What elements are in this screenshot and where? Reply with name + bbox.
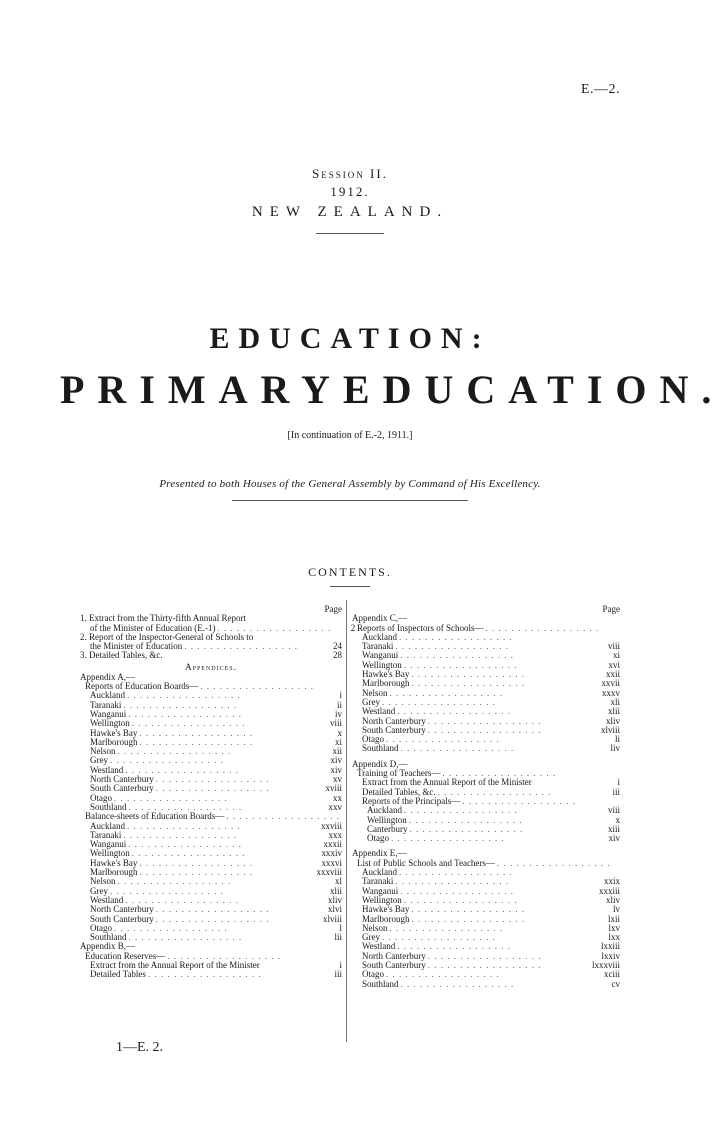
entry-title: North Canterbury [90, 904, 154, 915]
leader-dots: . . . . . . . . . . . . . . . . . . [139, 867, 254, 878]
session-label: Session II. [312, 166, 388, 181]
subtitle-word-2: EDUCATION. [342, 367, 724, 412]
entry-title: Westland [90, 764, 124, 775]
entry-page: xiii [607, 823, 620, 834]
leader-dots: . . . . . . . . . . . . . . . . . . [496, 857, 611, 868]
leader-dots: . . . . . . . . . . . . . . . . . . [147, 969, 262, 980]
leader-dots: . . . . . . . . . . . . . . . . . . [128, 708, 243, 719]
leader-dots: . . . . . . . . . . . . . . . . . . [123, 699, 238, 710]
entry-title: Auckland [90, 820, 125, 831]
leader-dots: . . . . . . . . . . . . . . . . . . [155, 904, 270, 915]
leader-dots: . . . . . . . . . . . . . . . . . . [128, 932, 243, 943]
leader-dots: . . . . . . . . . . . . . . . . . . [128, 839, 243, 850]
leader-dots: . . . . . . . . . . . . . . . . . . [131, 718, 246, 729]
leader-dots: . . . . . . . . . . . . . . . . . . [399, 867, 513, 878]
entry-page: xl [334, 876, 342, 887]
leader-dots: . . . . . . . . . . . . . . . . . . [110, 885, 224, 896]
entry-title: Nelson [362, 687, 388, 698]
entry-title: Education Reserves— [85, 950, 166, 961]
entry-page: x [615, 814, 620, 825]
entry-title: Wellington [362, 894, 402, 905]
entry-title: the Minister of Education [90, 641, 183, 652]
entry-title: Wanganui [362, 885, 399, 896]
entry-title: Detailed Tables [90, 969, 146, 980]
entry-title: Auckland [362, 867, 397, 878]
leader-dots: . . . . . . . . . . . . . . . . . . [400, 978, 515, 989]
leader-dots: . . . . . . . . . . . . . . . . . . [442, 768, 557, 779]
contents-list-left [80, 613, 356, 980]
entry-title: Appendix B,— [80, 941, 135, 952]
entry-title: Nelson [90, 746, 116, 757]
entry-title: Extract from the Annual Report of the Minister [90, 959, 260, 970]
entry-title: Southland [362, 743, 399, 754]
leader-dots: . . . . . . . . . . . . . . . . . . [386, 734, 500, 745]
year-label: 1912. [330, 184, 370, 199]
leader-dots: . . . . . . . . . . . . . . . . . . [114, 792, 228, 803]
entry-title: Hawke's Bay [362, 669, 410, 680]
leader-dots: . . . . . . . . . . . . . . . . . . [167, 950, 281, 961]
entry-page: lxxxviii [591, 959, 620, 970]
leader-dots: . . . . . . . . . . . . . . . . . . [127, 690, 241, 701]
entry-title: Taranaki [362, 641, 394, 652]
leader-dots: . . . . . . . . . . . . . . . . . . [400, 650, 515, 661]
entry-title: Nelson [362, 922, 388, 933]
subtitle-word-1: PRIMARY [60, 367, 343, 412]
leader-dots: . . . . . . . . . . . . . . . . . . [462, 795, 576, 806]
entry-page: xliv [605, 715, 620, 726]
entry-title: Appendix A,— [80, 671, 135, 682]
leader-dots: . . . . . . . . . . . . . . . . . . [184, 641, 298, 652]
leader-dots: . . . . . . . . . . . . . . . . . . [427, 724, 542, 735]
entry-title: Nelson [90, 876, 116, 887]
entry-page: i [339, 959, 342, 970]
leader-dots: . . . . . . . . . . . . . . . . . . [427, 959, 542, 970]
entry-page: xciii [604, 969, 620, 980]
document-reference: E.—2. [580, 82, 620, 97]
leader-dots: . . . . . . . . . . . . . . . . . . [155, 774, 270, 785]
leader-dots: . . . . . . . . . . . . . . . . . . [397, 706, 512, 717]
entry-page: xvi [608, 659, 620, 670]
entry-title: Extract from the Annual Report of the Minister [362, 777, 532, 788]
leader-dots: . . . . . . . . . . . . . . . . . . [139, 857, 254, 868]
entry-title: Westland [362, 706, 396, 717]
entry-page: xii [332, 746, 342, 757]
entry-page: xxxii [323, 839, 342, 850]
entry-title: Otago [367, 833, 389, 844]
entry-page: xi [612, 650, 620, 661]
leader-dots: . . . . . . . . . . . . . . . . . . [226, 811, 340, 822]
leader-dots: . . . . . . . . . . . . . . . . . . [200, 681, 314, 692]
column-divider [346, 600, 347, 1042]
leader-dots: . . . . . . . . . . . . . . . . . . [411, 913, 526, 924]
contents-left-column [80, 604, 356, 980]
entry-title: Appendix C,— [352, 613, 407, 624]
entry-page: lxv [608, 922, 620, 933]
leader-dots: . . . . . . . . . . . . . . . . . . [127, 820, 241, 831]
entry-page: li [614, 734, 620, 745]
leader-dots: . . . . . . . . . . . . . . . . . . [125, 764, 240, 775]
entry-page: xiv [608, 833, 620, 844]
leader-dots: . . . . . . . . . . . . . . . . . . [389, 687, 504, 698]
entry-title: Canterbury [367, 823, 408, 834]
leader-dots: . . . . . . . . . . . . . . . . . . [382, 696, 496, 707]
presentation-statement: Presented to both Houses of the General Assembly by Command of His Excellency. [159, 478, 541, 490]
entry-page: 28 [333, 650, 342, 661]
page-column-header: Page [602, 604, 620, 614]
entry-page: xiv [330, 764, 342, 775]
entry-title: Wanganui [362, 650, 399, 661]
entry-title: List of Public Schools and Teachers— [357, 857, 495, 868]
entry-page: lii [334, 932, 342, 943]
leader-dots: . . . . . . . . . . . . . . . . . . [400, 743, 515, 754]
leader-dots: . . . . . . . . . . . . . . . . . . [117, 746, 232, 757]
leader-dots: . . . . . . . . . . . . . . . . . . [110, 755, 224, 766]
contents-entry [352, 980, 620, 989]
entry-page: 24 [333, 641, 342, 652]
entry-page: i [339, 690, 342, 701]
entry-title: North Canterbury [362, 950, 426, 961]
document-subtitle [60, 366, 724, 413]
entry-title: South Canterbury [90, 913, 154, 924]
leader-dots: . . . . . . . . . . . . . . . . . . [409, 823, 524, 834]
entry-title: 2. Report of the Inspector-General of Schools to [80, 631, 254, 642]
leader-dots: . . . . . . . . . . . . . . . . . . [395, 876, 510, 887]
entry-title: Hawke's Bay [90, 727, 138, 738]
entry-title: 1. Extract from the Thirty-fifth Annual Report [80, 613, 247, 624]
entry-page: iii [612, 786, 620, 797]
entry-title: Balance-sheets of Education Boards— [85, 811, 225, 822]
entry-title: Taranaki [90, 699, 122, 710]
entry-page: xli [610, 696, 620, 707]
entry-page: xxviii [320, 820, 342, 831]
leader-dots: . . . . . . . . . . . . . . . . . . [395, 641, 510, 652]
entry-page: xviii [325, 783, 342, 794]
entry-page: lxxiii [600, 941, 620, 952]
contents-entry [80, 970, 342, 979]
entry-title: Marlborough [90, 736, 138, 747]
entry-title: Westland [362, 941, 396, 952]
divider [232, 500, 468, 501]
leader-dots: . . . . . . . . . . . . . . . . . . [386, 969, 500, 980]
entry-page: xxix [603, 876, 620, 887]
leader-dots: . . . . . . . . . . . . . . . . . . [389, 922, 504, 933]
section-heading: Appendices. [185, 661, 237, 672]
entry-title: Appendix D,— [352, 758, 408, 769]
entry-page: viii [607, 805, 620, 816]
entry-title: Taranaki [90, 829, 122, 840]
entry-page: 2 [350, 622, 356, 633]
country-label: NEW ZEALAND. [251, 204, 449, 220]
leader-dots: . . . . . . . . . . . . . . . . . . [397, 941, 512, 952]
entry-title: of the Minister of Education (E.-1) [90, 622, 216, 633]
entry-page: xxvii [601, 678, 620, 689]
contents-entry [352, 744, 620, 753]
leader-dots: . . . . . . . . . . . . . . . . . . [404, 805, 518, 816]
entry-page: iii [334, 969, 342, 980]
entry-title: Wanganui [90, 708, 127, 719]
entry-page: xxii [605, 669, 620, 680]
contents-heading: CONTENTS. [308, 565, 392, 579]
entry-page: lxii [607, 913, 620, 924]
leader-dots: . . . . . . . . . . . . . . . . . . [117, 876, 232, 887]
entry-page: l [339, 922, 342, 933]
leader-dots: . . . . . . . . . . . . . . . . . . [382, 932, 496, 943]
document-title: EDUCATION: [209, 322, 491, 355]
leader-dots: . . . . . . . . . . . . . . . . . . [139, 736, 254, 747]
entry-page: xv [333, 774, 342, 785]
entry-title: North Canterbury [362, 715, 426, 726]
entry-page: viii [329, 718, 342, 729]
entry-title: Grey [90, 885, 108, 896]
entry-page: xi [334, 736, 342, 747]
leader-dots: . . . . . . . . . . . . . . . . . . [114, 922, 228, 933]
entry-page: liv [610, 743, 620, 754]
page-signature: 1—E. 2. [116, 1040, 164, 1055]
divider [316, 233, 384, 234]
entry-title: South Canterbury [362, 724, 426, 735]
entry-page: ii [336, 699, 342, 710]
entry-title: Grey [90, 755, 108, 766]
leader-dots: . . . . . . . . . . . . . . . . . . [131, 848, 246, 859]
entry-page: xlii [329, 885, 342, 896]
contents-entry [80, 651, 342, 660]
entry-title: Marlborough [362, 678, 410, 689]
entry-title: Marlborough [362, 913, 410, 924]
entry-title: Otago [90, 792, 112, 803]
entry-title: Auckland [362, 631, 397, 642]
entry-page: xiv [330, 755, 342, 766]
entry-title: Southland [362, 978, 399, 989]
leader-dots: . . . . . . . . . . . . . . . . . . [427, 950, 542, 961]
entry-page: xxxvi [321, 857, 342, 868]
entry-title: Wellington [362, 659, 402, 670]
entry-page: xx [333, 792, 342, 803]
entry-title: Wellington [90, 848, 130, 859]
entry-title: Auckland [367, 805, 402, 816]
leader-dots: . . . . . . . . . . . . . . . . . . [123, 829, 238, 840]
entry-title: Appendix E,— [352, 848, 407, 859]
entry-page: xlviii [322, 913, 342, 924]
page-column-header: Page [324, 604, 342, 614]
entry-page: iv [334, 708, 342, 719]
entry-page: xlvi [327, 904, 342, 915]
entry-title: Southland [90, 932, 127, 943]
entry-page: xxxviii [316, 867, 342, 878]
entry-title: South Canterbury [90, 783, 154, 794]
entry-title: Wellington [90, 718, 130, 729]
leader-dots: . . . . . . . . . . . . . . . . . . [403, 894, 518, 905]
contents-entry [352, 834, 620, 843]
entry-title: Otago [362, 969, 384, 980]
entry-page: xxxv [602, 687, 620, 698]
entry-title: Hawke's Bay [362, 904, 410, 915]
entry-title: Reports of Inspectors of Schools— [357, 622, 484, 633]
entry-page: xliv [327, 894, 342, 905]
entry-title: Training of Teachers— [357, 768, 441, 779]
entry-title: Westland [90, 894, 124, 905]
leader-dots: . . . . . . . . . . . . . . . . . . [399, 631, 513, 642]
entry-title: Marlborough [90, 867, 138, 878]
leader-dots: . . . . . . . . . . . . . . . . . . [403, 659, 518, 670]
entry-title: Grey [362, 696, 380, 707]
entry-title: Southland [90, 801, 127, 812]
leader-dots: . . . . . . . . . . . . . . . . . . [411, 904, 526, 915]
entry-page: i [617, 777, 620, 788]
entry-title: Otago [362, 734, 384, 745]
leader-dots: . . . . . . . . . . . . . . . . . . [408, 814, 523, 825]
entry-page: lxxiv [601, 950, 620, 961]
leader-dots: . . . . . . . . . . . . . . . . . . [427, 715, 542, 726]
entry-page: xxv [328, 801, 342, 812]
entry-page: xxxiv [321, 848, 342, 859]
entry-page: xxx [328, 829, 342, 840]
contents-right-column [352, 605, 620, 989]
entry-title: Taranaki [362, 876, 394, 887]
leader-dots: . . . . . . . . . . . . . . . . . . [155, 783, 270, 794]
leader-dots: . . . . . . . . . . . . . . . . . . [139, 727, 254, 738]
divider [330, 586, 370, 587]
entry-page: xliv [605, 894, 620, 905]
entry-title: South Canterbury [362, 959, 426, 970]
entry-title: Auckland [90, 690, 125, 701]
leader-dots: . . . . . . . . . . . . . . . . . . [411, 678, 526, 689]
leader-dots: . . . . . . . . . . . . . . . . . . [391, 833, 505, 844]
entry-title: Wanganui [90, 839, 127, 850]
entry-title: Detailed Tables, &c. [362, 786, 436, 797]
entry-page: viii [607, 641, 620, 652]
entry-page: lxx [608, 932, 620, 943]
entry-page: xlviii [600, 724, 620, 735]
entry-page: lv [612, 904, 620, 915]
leader-dots: . . . . . . . . . . . . . . . . . . [125, 894, 240, 905]
entry-page: x [337, 727, 342, 738]
leader-dots: . . . . . . . . . . . . . . . . . . [217, 622, 332, 633]
entry-title: Otago [90, 922, 112, 933]
entry-title: North Canterbury [90, 774, 154, 785]
entry-title: Reports of Education Boards— [85, 681, 199, 692]
entry-page: cv [611, 978, 620, 989]
entry-title: Reports of the Principals— [362, 795, 461, 806]
entry-title: 3. Detailed Tables, &c. [80, 650, 163, 661]
entry-title: Wellington [367, 814, 407, 825]
leader-dots: . . . . . . . . . . . . . . . . . . [411, 669, 526, 680]
entry-page: xlii [607, 706, 620, 717]
leader-dots: . . . . . . . . . . . . . . . . . . [128, 801, 243, 812]
entry-title: Grey [362, 932, 380, 943]
leader-dots: . . . . . . . . . . . . . . . . . . [155, 913, 270, 924]
entry-title: Hawke's Bay [90, 857, 138, 868]
leader-dots: . . . . . . . . . . . . . . . . . . [485, 622, 600, 633]
continuation-note: [In continuation of E.-2, 1911.] [287, 430, 413, 441]
leader-dots: . . . . . . . . . . . . . . . . . . [400, 885, 515, 896]
contents-list-right [352, 614, 620, 989]
leader-dots: . . . . . . . . . . . . . . . . . . [437, 786, 552, 797]
entry-page: xxxiii [598, 885, 620, 896]
